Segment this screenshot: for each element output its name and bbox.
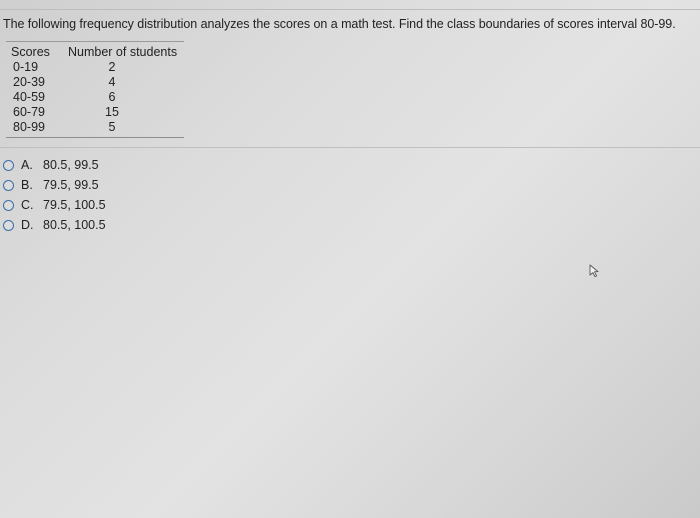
- table-row: [0, 75, 190, 90]
- student-count: 15: [105, 105, 119, 119]
- score-interval: 0-19: [13, 60, 39, 74]
- top-border: [0, 9, 700, 10]
- student-count: 6: [108, 90, 116, 104]
- score-interval: 80-99: [13, 120, 45, 134]
- table-row: [0, 60, 190, 75]
- option-answer: 79.5, 100.5: [43, 198, 106, 212]
- table-row: [0, 90, 190, 105]
- option-letter: A.: [21, 158, 33, 172]
- radio-button-icon[interactable]: [3, 160, 14, 171]
- student-count: 2: [108, 60, 116, 74]
- table-top-rule: [6, 41, 184, 42]
- option-answer: 79.5, 99.5: [43, 178, 99, 192]
- student-count: 5: [108, 120, 116, 134]
- radio-button-icon[interactable]: [3, 200, 14, 211]
- option-answer: 80.5, 99.5: [43, 158, 99, 172]
- question-text: The following frequency distribution analyzes the scores on a math test. Find the class boundaries of scores interval 80-99.: [3, 17, 676, 31]
- score-interval: 20-39: [13, 75, 45, 89]
- score-interval: 40-59: [13, 90, 45, 104]
- option-letter: C.: [21, 198, 34, 212]
- table-row: [0, 105, 190, 120]
- option-b[interactable]: [0, 177, 99, 193]
- students-column-header: Number of students: [68, 45, 178, 59]
- radio-button-icon[interactable]: [3, 220, 14, 231]
- option-answer: 80.5, 100.5: [43, 218, 106, 232]
- student-count: 4: [108, 75, 116, 89]
- option-letter: B.: [21, 178, 33, 192]
- section-divider: [0, 147, 700, 148]
- option-d[interactable]: [0, 217, 106, 233]
- table-bottom-rule: [6, 137, 184, 138]
- table-row: [0, 120, 190, 135]
- option-a[interactable]: [0, 157, 99, 173]
- mouse-pointer-icon: [588, 264, 602, 278]
- option-letter: D.: [21, 218, 34, 232]
- score-interval: 60-79: [13, 105, 45, 119]
- radio-button-icon[interactable]: [3, 180, 14, 191]
- option-c[interactable]: [0, 197, 106, 213]
- scores-column-header: Scores: [11, 45, 50, 59]
